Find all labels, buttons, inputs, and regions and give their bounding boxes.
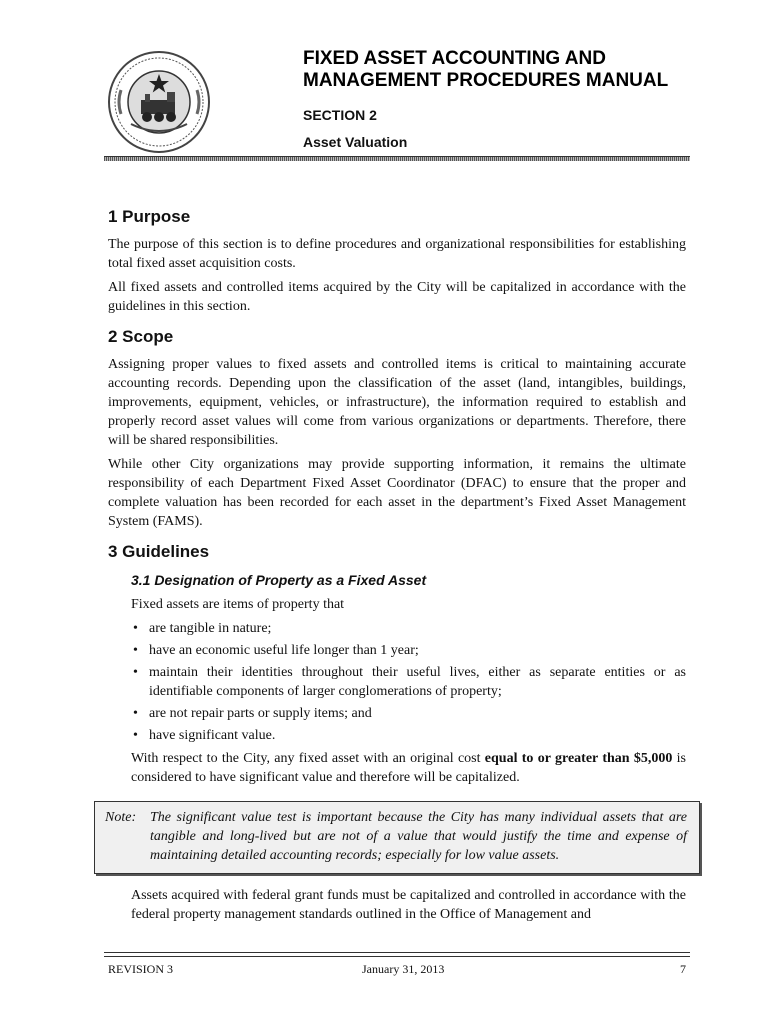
revision-label: REVISION 3 xyxy=(108,962,173,976)
list-item: • have significant value. xyxy=(149,726,686,745)
significant-value-text-before: With respect to the City, any fixed asset with an original cost xyxy=(131,751,485,766)
list-item: • have an economic useful life longer than 1 year; xyxy=(149,641,686,660)
manual-title xyxy=(303,48,668,92)
page-footer xyxy=(108,962,686,977)
page-header xyxy=(0,0,770,165)
header-divider xyxy=(104,156,690,161)
note-box xyxy=(94,801,700,874)
list-item: • are not repair parts or supply items; and xyxy=(149,704,686,723)
scope-paragraph-1: Assigning proper values to fixed assets and controlled items is critical to maintaining accurate accounting records. Depending upon the classification of the asset (land, intangibles, buildings, improvements, equipment, vehicles, or infrastructure), the information required to establish and properly record asset values will come from various organizations or departments. Therefore, there will be shared responsibilities. xyxy=(108,357,686,448)
fixed-assets-intro: Fixed assets are items of property that xyxy=(131,597,345,612)
section-label: SECTION 2 xyxy=(303,107,377,123)
document-body xyxy=(105,205,687,929)
manual-title-line2: MANAGEMENT PROCEDURES MANUAL xyxy=(303,70,669,91)
list-item: • are tangible in nature; xyxy=(149,619,686,638)
guidelines-subheading: 3.1 Designation of Property as a Fixed Asset xyxy=(131,572,427,588)
list-item: • maintain their identities throughout their useful lives, either as separate entities or as identifiable components of larger conglomerations of property; xyxy=(149,663,686,701)
footer-divider xyxy=(104,952,690,957)
page-number: 7 xyxy=(680,962,686,976)
footer-date: January 31, 2013 xyxy=(362,962,445,976)
scope-heading: 2 Scope xyxy=(108,327,174,346)
purpose-heading: 1 Purpose xyxy=(108,207,191,226)
guidelines-heading: 3 Guidelines xyxy=(108,542,210,561)
manual-title-line1: FIXED ASSET ACCOUNTING AND xyxy=(303,48,606,69)
note-label: Note: xyxy=(105,810,137,825)
scope-paragraph-2: While other City organizations may provide supporting information, it remains the ultimate responsibility of each Department Fixed Asset Coordinator (DFAC) to ensure that the proper and complete valuation has been recorded for each asset in the department’s Fixed Asset Management System (FAMS). xyxy=(108,457,686,529)
purpose-paragraph-2: All fixed assets and controlled items acquired by the City will be capitalized in accordance with the guidelines in this section. xyxy=(108,280,686,314)
purpose-paragraph-1: The purpose of this section is to define procedures and organizational responsibilities for establishing total fixed asset acquisition costs. xyxy=(108,237,686,271)
significant-value-threshold: equal to or greater than $5,000 xyxy=(484,751,673,766)
city-seal-icon xyxy=(107,50,211,154)
section-name: Asset Valuation xyxy=(303,134,408,150)
federal-grant-paragraph: Assets acquired with federal grant funds must be capitalized and controlled in accordance with the federal property management standards outlined in the Office of Management and xyxy=(131,888,686,922)
significant-value-paragraph xyxy=(131,749,686,787)
significant-value-text-after: is considered to have significant value and therefore will be capitalized. xyxy=(131,751,686,785)
fixed-asset-criteria-list xyxy=(131,619,686,745)
note-text: The significant value test is important because the City has many individual assets that are tangible and long-lived but are not of a value that would justify the time and expense of maintaining detailed accounting records; especially for low value assets. xyxy=(150,810,687,863)
